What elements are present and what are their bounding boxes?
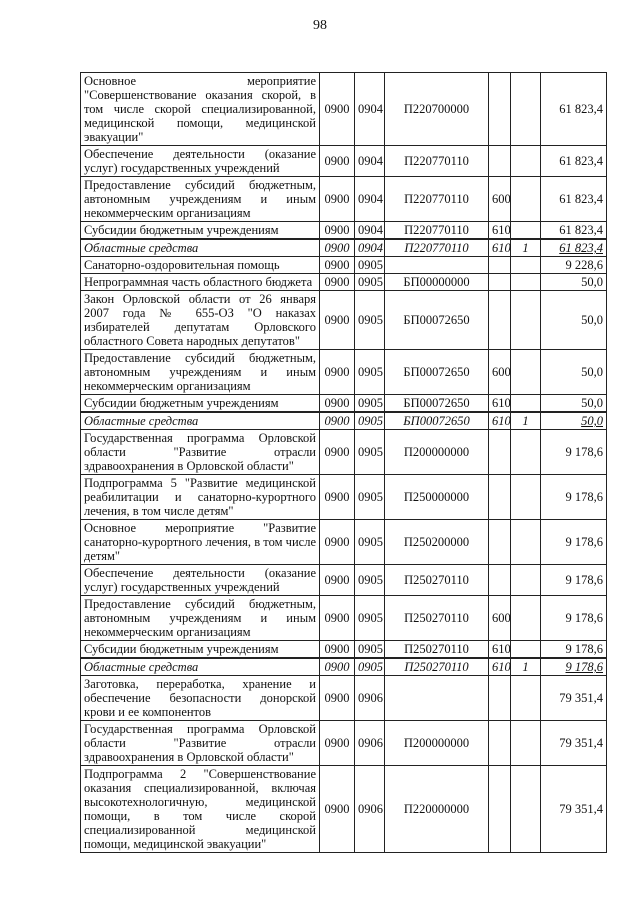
expense-type-code: 600 (489, 350, 511, 395)
amount: 61 823,4 (541, 222, 607, 240)
expense-type-code: 600 (489, 177, 511, 222)
section-code: 0905 (355, 520, 385, 565)
source-code (511, 641, 541, 659)
row-name: Закон Орловской области от 26 января 2007 года № 655-ОЗ "О наказах избирателей депутатам Орловского областного Совета народных депутатов" (81, 291, 320, 350)
amount: 61 823,4 (541, 146, 607, 177)
expense-type-code (489, 146, 511, 177)
expense-type-code (489, 520, 511, 565)
amount: 50,0 (541, 350, 607, 395)
row-name: Подпрограмма 2 "Совершенствование оказания специализированной, включая высокотехнологичную, медицинской помощи, в том числе скорой специализированной медицинской помощи, медицинской эвакуации" (81, 766, 320, 853)
section-code: 0905 (355, 274, 385, 291)
budget-table (80, 72, 607, 853)
expense-type-code (489, 475, 511, 520)
section-code: 0904 (355, 239, 385, 257)
row-name: Обеспечение деятельности (оказание услуг) государственных учреждений (81, 565, 320, 596)
ministry-code: 0900 (320, 257, 355, 274)
page-number: 98 (313, 18, 327, 33)
row-name: Подпрограмма 5 "Развитие медицинской реабилитации и санаторно-курортного лечения, в том числе детям" (81, 475, 320, 520)
amount: 79 351,4 (541, 766, 607, 853)
target-article-code (385, 257, 489, 274)
ministry-code: 0900 (320, 596, 355, 641)
amount: 9 178,6 (541, 520, 607, 565)
target-article-code: БП00000000 (385, 274, 489, 291)
source-code: 1 (511, 658, 541, 676)
amount: 9 178,6 (541, 658, 607, 676)
expense-type-code (489, 291, 511, 350)
row-name: Предоставление субсидий бюджетным, автономным учреждениям и иным некоммерческим организациям (81, 350, 320, 395)
source-code (511, 721, 541, 766)
table-row (81, 596, 607, 641)
row-name: Непрограммная часть областного бюджета (81, 274, 320, 291)
target-article-code: П250270110 (385, 565, 489, 596)
source-code (511, 291, 541, 350)
ministry-code: 0900 (320, 430, 355, 475)
table-row (81, 475, 607, 520)
expense-type-code (489, 430, 511, 475)
expense-type-code: 610 (489, 222, 511, 240)
source-code (511, 430, 541, 475)
target-article-code: БП00072650 (385, 350, 489, 395)
section-code: 0905 (355, 475, 385, 520)
target-article-code: П250270110 (385, 596, 489, 641)
expense-type-code (489, 274, 511, 291)
table-row (81, 274, 607, 291)
section-code: 0905 (355, 641, 385, 659)
source-code (511, 596, 541, 641)
row-name: Заготовка, переработка, хранение и обеспечение безопасности донорской крови и ее компонентов (81, 676, 320, 721)
row-name: Областные средства (81, 239, 320, 257)
table-row (81, 395, 607, 413)
ministry-code: 0900 (320, 239, 355, 257)
expense-type-code (489, 676, 511, 721)
table-row (81, 430, 607, 475)
ministry-code: 0900 (320, 350, 355, 395)
section-code: 0904 (355, 146, 385, 177)
target-article-code: БП00072650 (385, 395, 489, 413)
table-row (81, 177, 607, 222)
ministry-code: 0900 (320, 565, 355, 596)
row-name: Предоставление субсидий бюджетным, автономным учреждениям и иным некоммерческим организациям (81, 177, 320, 222)
target-article-code: П200000000 (385, 430, 489, 475)
expense-type-code: 600 (489, 596, 511, 641)
amount: 9 178,6 (541, 475, 607, 520)
source-code (511, 257, 541, 274)
table-row (81, 565, 607, 596)
row-name: Субсидии бюджетным учреждениям (81, 395, 320, 413)
row-name: Государственная программа Орловской области "Развитие отрасли здравоохранения в Орловской области" (81, 721, 320, 766)
ministry-code: 0900 (320, 520, 355, 565)
source-code: 1 (511, 412, 541, 430)
ministry-code: 0900 (320, 766, 355, 853)
section-code: 0905 (355, 291, 385, 350)
source-code (511, 766, 541, 853)
table-row (81, 676, 607, 721)
row-name: Субсидии бюджетным учреждениям (81, 222, 320, 240)
amount: 50,0 (541, 395, 607, 413)
expense-type-code (489, 721, 511, 766)
source-code (511, 177, 541, 222)
source-code (511, 350, 541, 395)
expense-type-code (489, 257, 511, 274)
ministry-code: 0900 (320, 676, 355, 721)
ministry-code: 0900 (320, 291, 355, 350)
section-code: 0905 (355, 412, 385, 430)
target-article-code: П220770110 (385, 222, 489, 240)
table-row (81, 239, 607, 257)
expense-type-code: 610 (489, 395, 511, 413)
amount: 9 178,6 (541, 430, 607, 475)
row-name: Обеспечение деятельности (оказание услуг) государственных учреждений (81, 146, 320, 177)
section-code: 0904 (355, 177, 385, 222)
section-code: 0905 (355, 257, 385, 274)
section-code: 0906 (355, 676, 385, 721)
target-article-code: П220770110 (385, 146, 489, 177)
section-code: 0905 (355, 596, 385, 641)
table-row (81, 766, 607, 853)
section-code: 0904 (355, 222, 385, 240)
amount: 9 178,6 (541, 641, 607, 659)
amount: 61 823,4 (541, 73, 607, 146)
source-code (511, 520, 541, 565)
ministry-code: 0900 (320, 395, 355, 413)
amount: 9 178,6 (541, 596, 607, 641)
row-name: Основное мероприятие "Развитие санаторно-курортного лечения, в том числе детям" (81, 520, 320, 565)
section-code: 0906 (355, 766, 385, 853)
amount: 79 351,4 (541, 721, 607, 766)
target-article-code: П250270110 (385, 658, 489, 676)
table-row (81, 641, 607, 659)
expense-type-code: 610 (489, 658, 511, 676)
ministry-code: 0900 (320, 721, 355, 766)
row-name: Предоставление субсидий бюджетным, автономным учреждениям и иным некоммерческим организациям (81, 596, 320, 641)
table-row (81, 658, 607, 676)
expense-type-code (489, 766, 511, 853)
section-code: 0906 (355, 721, 385, 766)
expense-type-code: 610 (489, 641, 511, 659)
amount: 61 823,4 (541, 177, 607, 222)
table-row (81, 721, 607, 766)
source-code (511, 222, 541, 240)
section-code: 0905 (355, 430, 385, 475)
source-code (511, 274, 541, 291)
budget-table-body (81, 73, 607, 853)
source-code (511, 565, 541, 596)
amount: 9 178,6 (541, 565, 607, 596)
source-code (511, 146, 541, 177)
expense-type-code (489, 565, 511, 596)
target-article-code: П220000000 (385, 766, 489, 853)
ministry-code: 0900 (320, 274, 355, 291)
target-article-code: П220770110 (385, 239, 489, 257)
section-code: 0904 (355, 73, 385, 146)
source-code (511, 395, 541, 413)
ministry-code: 0900 (320, 658, 355, 676)
section-code: 0905 (355, 658, 385, 676)
table-row (81, 412, 607, 430)
amount: 50,0 (541, 274, 607, 291)
section-code: 0905 (355, 350, 385, 395)
section-code: 0905 (355, 565, 385, 596)
table-row (81, 520, 607, 565)
amount: 50,0 (541, 412, 607, 430)
ministry-code: 0900 (320, 222, 355, 240)
row-name: Субсидии бюджетным учреждениям (81, 641, 320, 659)
expense-type-code: 610 (489, 412, 511, 430)
amount: 61 823,4 (541, 239, 607, 257)
row-name: Областные средства (81, 412, 320, 430)
row-name: Государственная программа Орловской области "Развитие отрасли здравоохранения в Орловской области" (81, 430, 320, 475)
target-article-code: П250200000 (385, 520, 489, 565)
ministry-code: 0900 (320, 177, 355, 222)
section-code: 0905 (355, 395, 385, 413)
table-row (81, 146, 607, 177)
target-article-code: П200000000 (385, 721, 489, 766)
amount: 50,0 (541, 291, 607, 350)
ministry-code: 0900 (320, 475, 355, 520)
row-name: Санаторно-оздоровительная помощь (81, 257, 320, 274)
target-article-code: БП00072650 (385, 412, 489, 430)
source-code (511, 73, 541, 146)
target-article-code: П250270110 (385, 641, 489, 659)
target-article-code (385, 676, 489, 721)
table-row (81, 350, 607, 395)
ministry-code: 0900 (320, 146, 355, 177)
table-row (81, 257, 607, 274)
target-article-code: П220770110 (385, 177, 489, 222)
table-row (81, 222, 607, 240)
source-code (511, 475, 541, 520)
table-row (81, 73, 607, 146)
ministry-code: 0900 (320, 641, 355, 659)
ministry-code: 0900 (320, 73, 355, 146)
expense-type-code: 610 (489, 239, 511, 257)
amount: 9 228,6 (541, 257, 607, 274)
table-row (81, 291, 607, 350)
expense-type-code (489, 73, 511, 146)
source-code (511, 676, 541, 721)
row-name: Основное мероприятие "Совершенствование оказания скорой, в том числе скорой специализированной, медицинской помощи, медицинской эвакуации" (81, 73, 320, 146)
source-code: 1 (511, 239, 541, 257)
ministry-code: 0900 (320, 412, 355, 430)
target-article-code: П250000000 (385, 475, 489, 520)
amount: 79 351,4 (541, 676, 607, 721)
target-article-code: БП00072650 (385, 291, 489, 350)
target-article-code: П220700000 (385, 73, 489, 146)
row-name: Областные средства (81, 658, 320, 676)
